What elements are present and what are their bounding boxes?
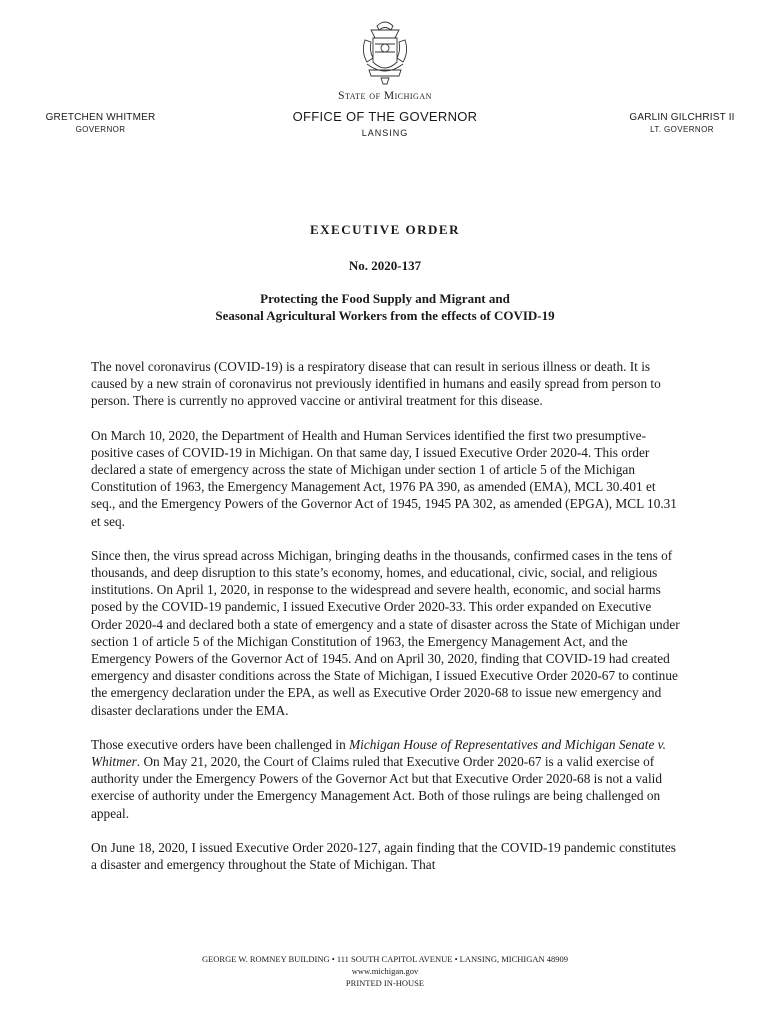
paragraph-4-intro: Those executive orders have been challenged in xyxy=(91,736,350,752)
governor-block xyxy=(28,112,173,134)
case-name: Michigan House of Representatives and Michigan Senate v. Whitmer xyxy=(91,736,666,770)
order-title-line-1: Protecting the Food Supply and Migrant and xyxy=(260,291,510,306)
michigan-seal-icon xyxy=(357,18,413,88)
footer-printed: PRINTED IN-HOUSE xyxy=(345,978,425,988)
paragraph-4 xyxy=(91,736,681,822)
office-name: OFFICE OF THE GOVERNOR xyxy=(292,109,478,124)
office-city: LANSING xyxy=(361,128,409,138)
lt-governor-name: GARLIN GILCHRIST II xyxy=(629,112,735,123)
order-title xyxy=(0,290,770,324)
footer-address: GEORGE W. ROMNEY BUILDING • 111 SOUTH CAPITOL AVENUE • LANSING, MICHIGAN 48909 xyxy=(201,954,569,964)
governor-title: GOVERNOR xyxy=(75,125,126,134)
governor-name: GRETCHEN WHITMER xyxy=(45,112,156,123)
order-body xyxy=(91,358,681,890)
footer-website: www.michigan.gov xyxy=(351,966,419,976)
lt-governor-title: LT. GOVERNOR xyxy=(650,125,714,134)
state-name: State of Michigan xyxy=(338,90,432,102)
paragraph-1: The novel coronavirus (COVID-19) is a respiratory disease that can result in serious illness or death. It is caused by a new strain of coronavirus not previously identified in humans and easily spread from person to person. There is currently no approved vaccine or antiviral treatment for this disease. xyxy=(91,359,661,409)
paragraph-3: Since then, the virus spread across Michigan, bringing deaths in the thousands, confirmed cases in the tens of thousands, and deep disruption to this state’s economy, homes, and educational, civic, social, and religious institutions. On April 1, 2020, in response to the widespread and severe health, economic, and social harms posed by the COVID-19 pandemic, I issued Executive Order 2020-33. This order expanded on Executive Order 2020-4 and declared both a state of emergency and a state of disaster across the State of Michigan under section 1 of article 5 of the Michigan Constitution of 1963, the Emergency Management Act, and the Emergency Powers of the Governor Act of 1945. And on April 30, 2020, finding that COVID-19 had created emergency and disaster conditions across the State of Michigan, I issued Executive Order 2020-67 to continue the emergency declaration under the EPA, as well as Executive Order 2020-68 to issue new emergency and disaster declarations under the EMA. xyxy=(91,547,680,718)
order-number: No. 2020-137 xyxy=(348,258,422,273)
paragraph-5: On June 18, 2020, I issued Executive Order 2020-127, again finding that the COVID-19 pandemic constitutes a disaster and emergency throughout the State of Michigan. That xyxy=(91,839,676,873)
paragraph-4-rest: . On May 21, 2020, the Court of Claims ruled that Executive Order 2020-67 is a valid exercise of authority under the Emergency Powers of the Governor Act but that Executive Order 2020-68 is not a valid exercise of authority under the Emergency Management Act. Both of those rulings are being challenged on appeal. xyxy=(91,754,662,821)
order-heading: EXECUTIVE ORDER xyxy=(310,222,460,237)
page-footer xyxy=(0,953,770,989)
paragraph-2: On March 10, 2020, the Department of Health and Human Services identified the first two presumptive-positive cases of COVID-19 in Michigan. On that same day, I issued Executive Order 2020-4. This order declared a state of emergency across the state of Michigan under section 1 of article 5 of the Michigan Constitution of 1963, the Emergency Management Act, 1976 PA 390, as amended (EMA), MCL 30.401 et seq., and the Emergency Powers of the Governor Act of 1945, 1945 PA 302, as amended (EPGA), MCL 10.31 et seq. xyxy=(91,427,677,529)
order-title-line-2: Seasonal Agricultural Workers from the effects of COVID-19 xyxy=(215,308,555,323)
lt-governor-block xyxy=(612,112,752,134)
